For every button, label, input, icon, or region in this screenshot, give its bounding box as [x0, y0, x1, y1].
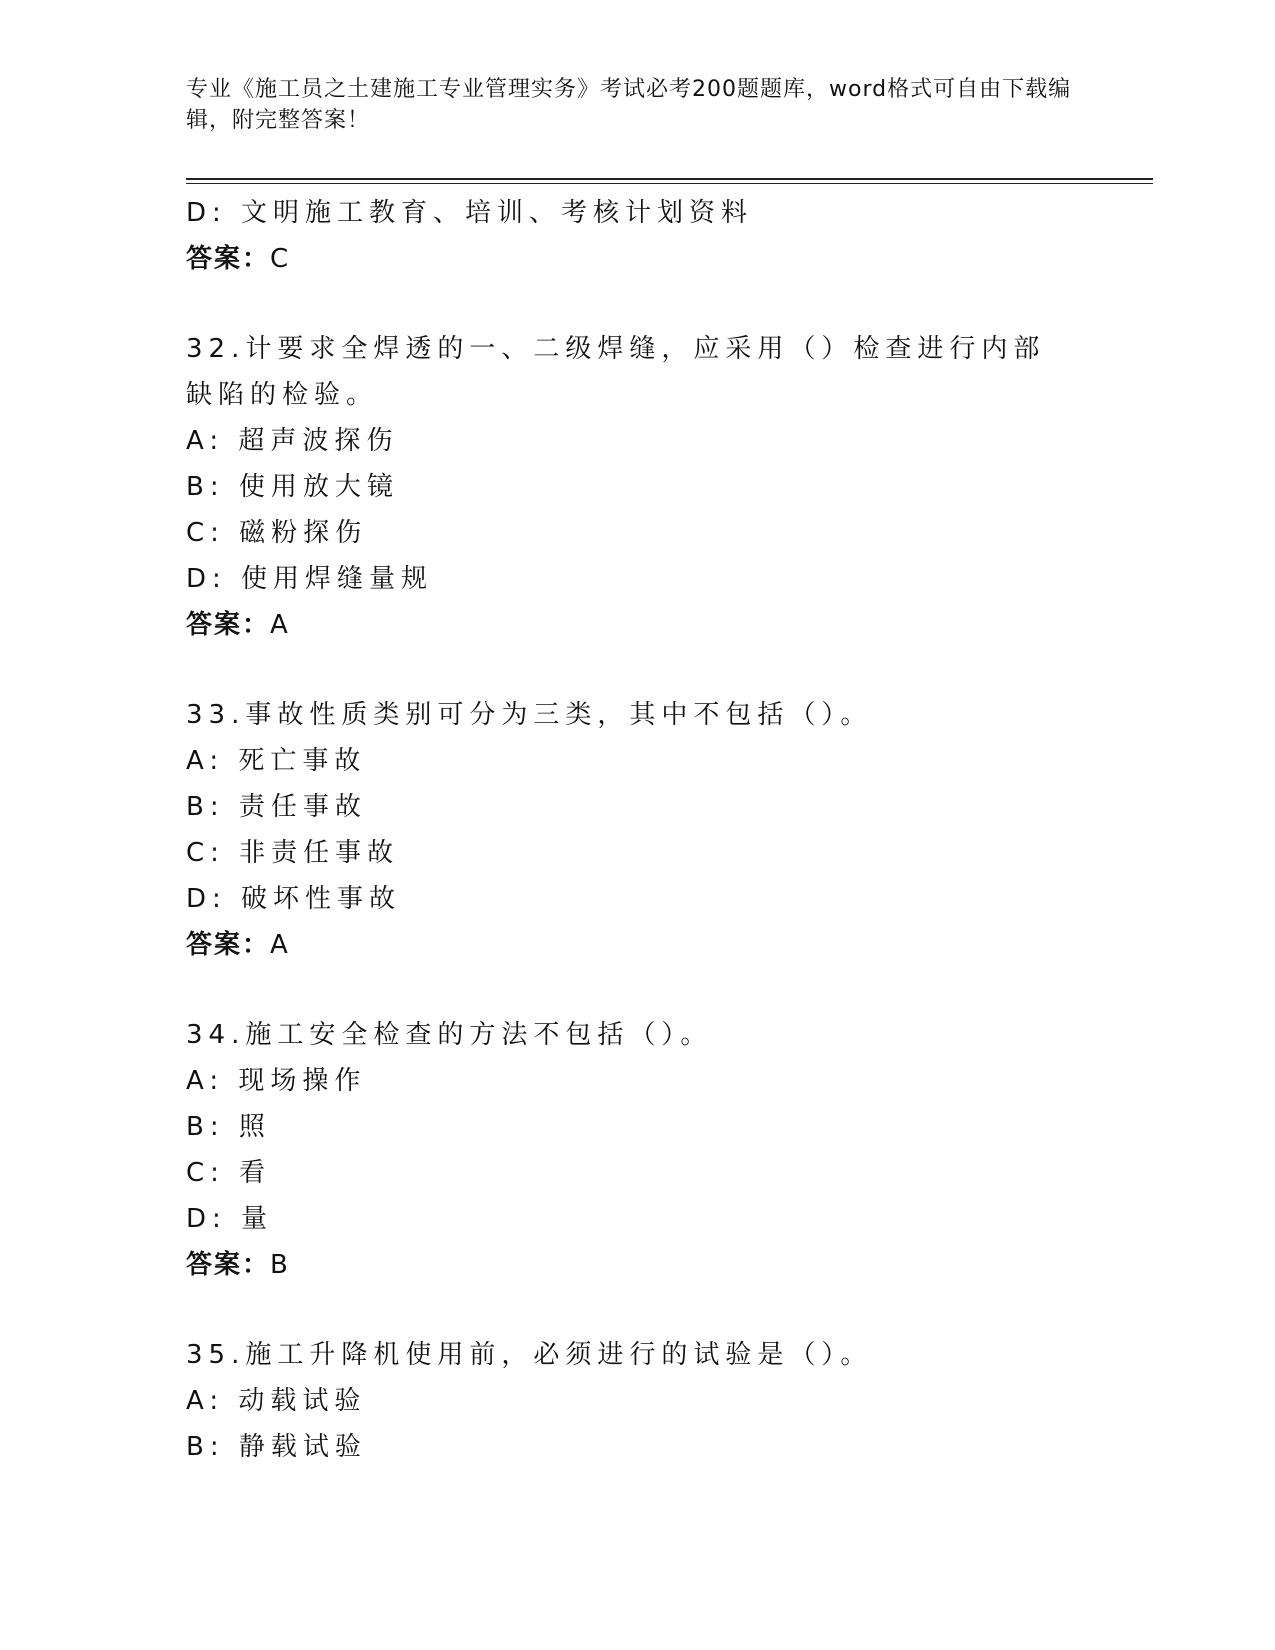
answer-line	[186, 1242, 1086, 1288]
answer-label: 答案：	[186, 930, 271, 960]
option-b: B: 照	[186, 1112, 271, 1142]
header-divider-thick	[186, 178, 1153, 180]
option-c: C: 磁粉探伤	[186, 518, 368, 548]
answer-label: 答案：	[186, 244, 271, 274]
option-b: B: 静载试验	[186, 1432, 367, 1462]
spacer	[186, 1288, 1086, 1332]
option-a: A: 死亡事故	[186, 746, 367, 776]
question-block	[186, 326, 1086, 648]
question-stem: 35.施工升降机使用前，必须进行的试验是（）。	[186, 1340, 873, 1370]
answer-line	[186, 922, 1086, 968]
option-b: B: 责任事故	[186, 792, 367, 822]
option-c: C: 非责任事故	[186, 838, 400, 868]
question-block	[186, 692, 1086, 968]
answer-line	[186, 236, 1086, 282]
option-b: B: 使用放大镜	[186, 472, 399, 502]
answer-value: A	[270, 930, 290, 960]
option-d: D: 破坏性事故	[186, 884, 402, 914]
option-d: D: 文明施工教育、培训、考核计划资料	[186, 198, 754, 228]
answer-line	[186, 602, 1086, 648]
document-header: 专业《施工员之土建施工专业管理实务》考试必考200题题库，word格式可自由下载编辑，附完整答案！	[186, 77, 1072, 133]
spacer	[186, 282, 1086, 326]
question-stem: 33.事故性质类别可分为三类，其中不包括（）。	[186, 700, 873, 730]
answer-label: 答案：	[186, 610, 271, 640]
header-divider-thin	[186, 183, 1153, 184]
option-a: A: 超声波探伤	[186, 426, 399, 456]
answer-value: A	[270, 610, 290, 640]
answer-label: 答案：	[186, 1250, 271, 1280]
answer-value: B	[270, 1250, 290, 1280]
question-stem: 32.计要求全焊透的一、二级焊缝，应采用（）检查进行内部缺陷的检验。	[186, 334, 1046, 410]
option-d: D: 使用焊缝量规	[186, 564, 434, 594]
question-block	[186, 1012, 1086, 1288]
option-d: D: 量	[186, 1204, 274, 1234]
question-block	[186, 1332, 1086, 1470]
option-c: C: 看	[186, 1158, 272, 1188]
spacer	[186, 968, 1086, 1012]
option-a: A: 现场操作	[186, 1066, 367, 1096]
spacer	[186, 648, 1086, 692]
document-body	[186, 190, 1086, 1470]
question-stem: 34.施工安全检查的方法不包括（）。	[186, 1020, 713, 1050]
answer-value: C	[270, 244, 291, 274]
option-a: A: 动载试验	[186, 1386, 367, 1416]
